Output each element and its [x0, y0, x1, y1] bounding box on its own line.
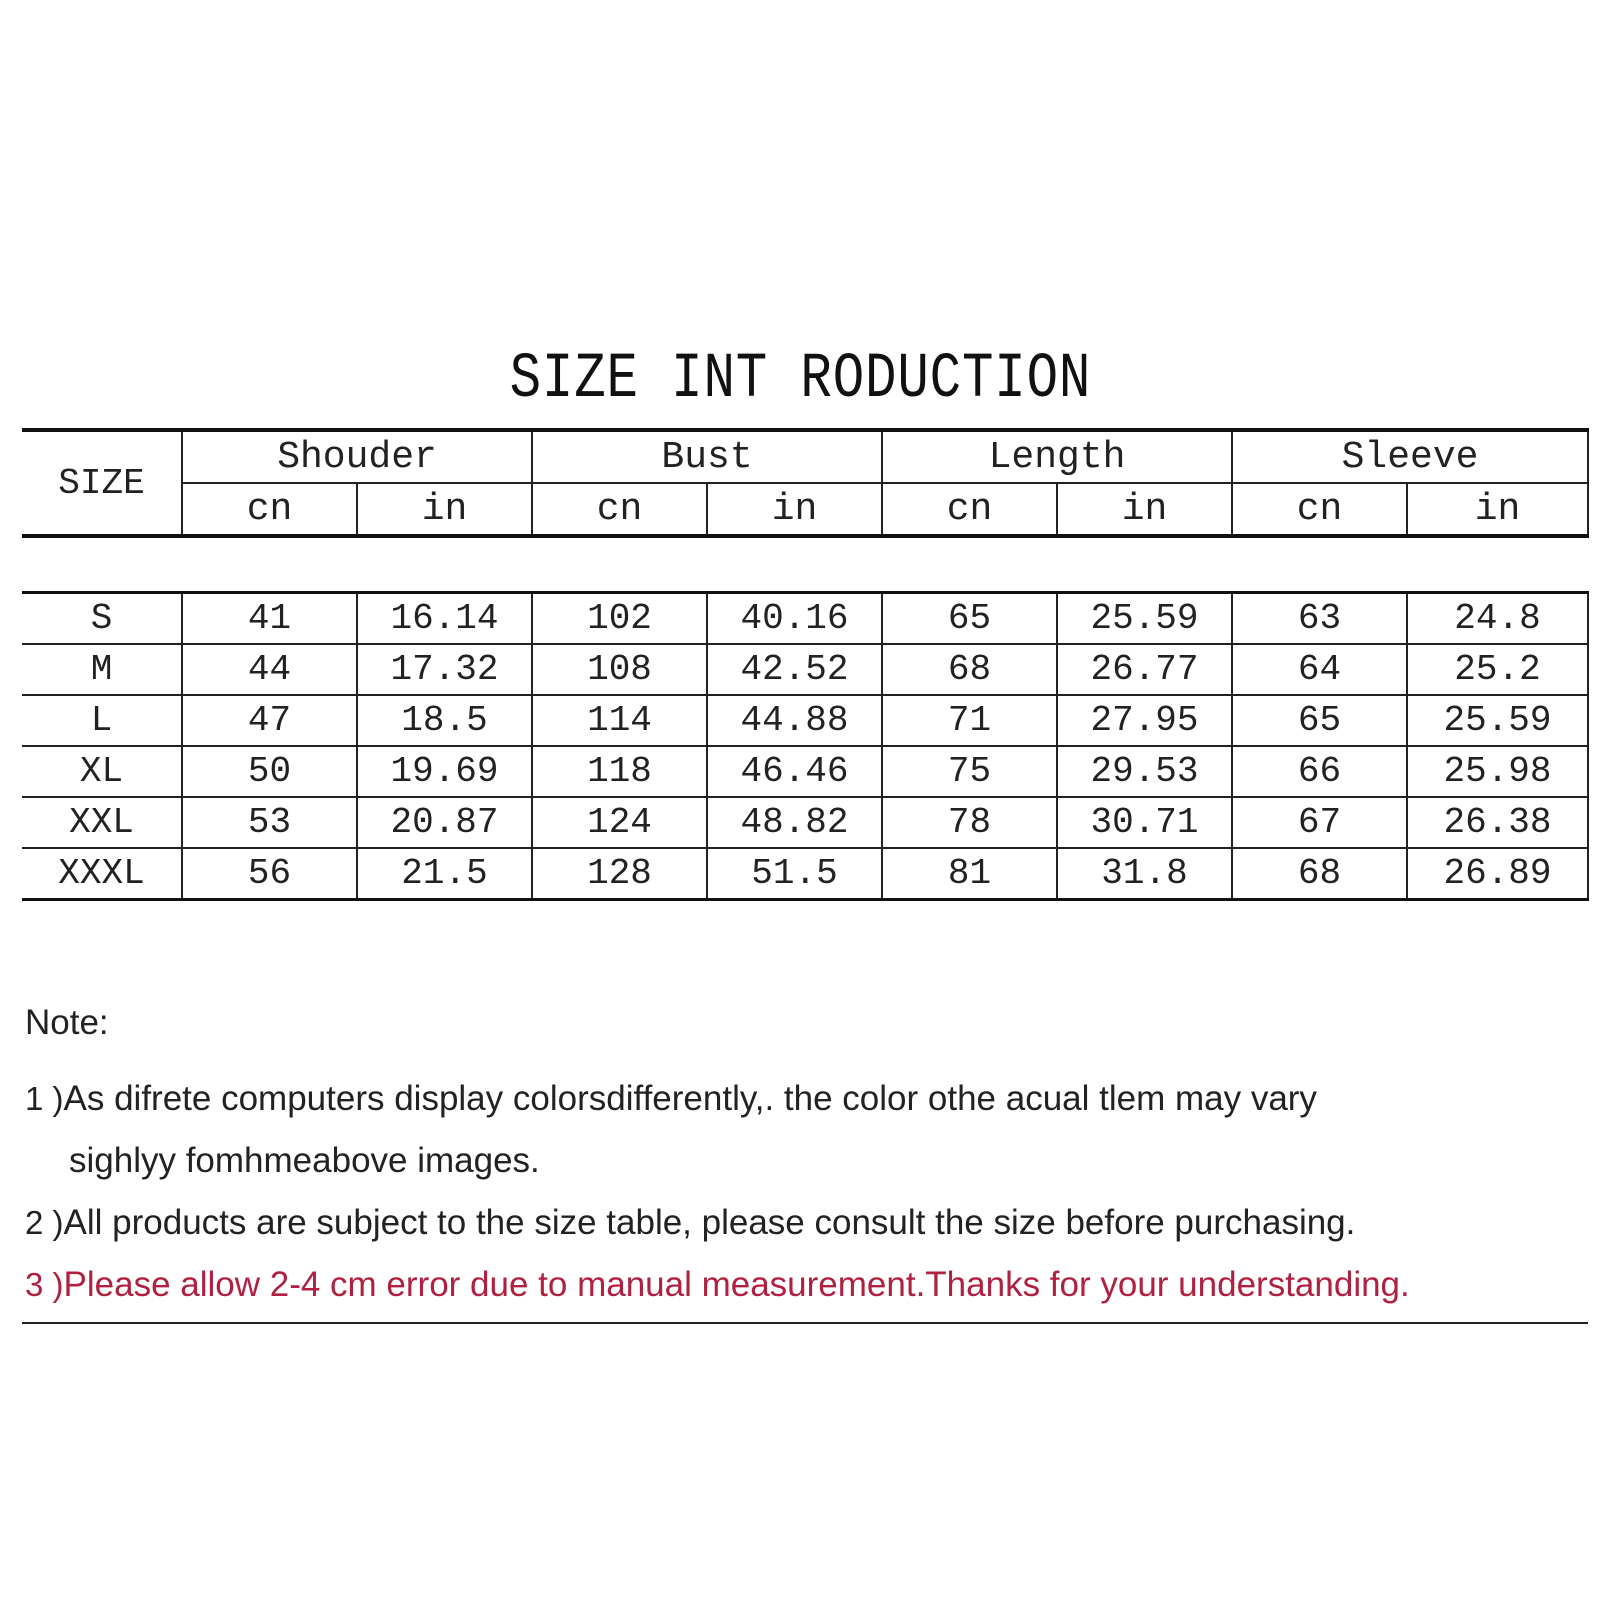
- unit-length-in: in: [1057, 483, 1232, 536]
- table-row: [22, 746, 1588, 797]
- value-cell: 47: [182, 695, 357, 746]
- value-cell: 65: [882, 593, 1057, 645]
- note-item-3: [25, 1254, 1565, 1316]
- note-text: As difrete computers display colorsdifferently,. the color othe acual tlem may vary: [63, 1079, 1317, 1118]
- value-cell: 24.8: [1407, 593, 1588, 645]
- note-number: 2 ): [25, 1204, 64, 1241]
- value-cell: 67: [1232, 797, 1407, 848]
- size-cell: M: [22, 644, 182, 695]
- value-cell: 78: [882, 797, 1057, 848]
- header-bust: Bust: [532, 430, 882, 483]
- page-title: SIZE INT RODUCTION: [509, 344, 1092, 416]
- header-size: SIZE: [22, 430, 182, 536]
- unit-bust-cm: cn: [532, 483, 707, 536]
- value-cell: 42.52: [707, 644, 882, 695]
- header-sleeve: Sleeve: [1232, 430, 1588, 483]
- value-cell: 48.82: [707, 797, 882, 848]
- value-cell: 66: [1232, 746, 1407, 797]
- value-cell: 26.89: [1407, 848, 1588, 900]
- bottom-divider: [22, 1322, 1588, 1324]
- value-cell: 128: [532, 848, 707, 900]
- value-cell: 118: [532, 746, 707, 797]
- value-cell: 63: [1232, 593, 1407, 645]
- unit-bust-in: in: [707, 483, 882, 536]
- value-cell: 64: [1232, 644, 1407, 695]
- size-cell: XXXL: [22, 848, 182, 900]
- value-cell: 41: [182, 593, 357, 645]
- value-cell: 26.77: [1057, 644, 1232, 695]
- unit-shoulder-cm: cn: [182, 483, 357, 536]
- note-number: 1 ): [25, 1080, 64, 1117]
- value-cell: 65: [1232, 695, 1407, 746]
- size-table-body: [22, 591, 1589, 901]
- table-row: [22, 695, 1588, 746]
- table-row: [22, 644, 1588, 695]
- value-cell: 26.38: [1407, 797, 1588, 848]
- value-cell: 81: [882, 848, 1057, 900]
- size-cell: XL: [22, 746, 182, 797]
- table-row: [22, 593, 1588, 645]
- value-cell: 114: [532, 695, 707, 746]
- size-cell: S: [22, 593, 182, 645]
- value-cell: 108: [532, 644, 707, 695]
- notes-section: [25, 1000, 1565, 1316]
- value-cell: 40.16: [707, 593, 882, 645]
- header-shoulder: Shouder: [182, 430, 532, 483]
- value-cell: 29.53: [1057, 746, 1232, 797]
- size-cell: XXL: [22, 797, 182, 848]
- size-table-header: [22, 428, 1589, 538]
- unit-sleeve-in: in: [1407, 483, 1588, 536]
- note-item-1: [25, 1068, 1565, 1130]
- value-cell: 31.8: [1057, 848, 1232, 900]
- value-cell: 68: [1232, 848, 1407, 900]
- value-cell: 50: [182, 746, 357, 797]
- header-length: Length: [882, 430, 1232, 483]
- value-cell: 75: [882, 746, 1057, 797]
- notes-title: Note:: [25, 1003, 109, 1042]
- value-cell: 18.5: [357, 695, 532, 746]
- unit-length-cm: cn: [882, 483, 1057, 536]
- note-item-2: [25, 1192, 1565, 1254]
- unit-sleeve-cm: cn: [1232, 483, 1407, 536]
- note-text: All products are subject to the size table, please consult the size before purchasing.: [63, 1203, 1356, 1242]
- value-cell: 44: [182, 644, 357, 695]
- value-cell: 21.5: [357, 848, 532, 900]
- value-cell: 44.88: [707, 695, 882, 746]
- value-cell: 20.87: [357, 797, 532, 848]
- note-item-1-continued: sighlyy fomhmeabove images.: [69, 1141, 540, 1180]
- value-cell: 25.98: [1407, 746, 1588, 797]
- note-text: Please allow 2-4 cm error due to manual measurement.Thanks for your understanding.: [63, 1265, 1410, 1304]
- value-cell: 25.59: [1407, 695, 1588, 746]
- value-cell: 53: [182, 797, 357, 848]
- value-cell: 68: [882, 644, 1057, 695]
- value-cell: 19.69: [357, 746, 532, 797]
- value-cell: 25.2: [1407, 644, 1588, 695]
- unit-shoulder-in: in: [357, 483, 532, 536]
- value-cell: 124: [532, 797, 707, 848]
- value-cell: 30.71: [1057, 797, 1232, 848]
- value-cell: 17.32: [357, 644, 532, 695]
- value-cell: 71: [882, 695, 1057, 746]
- value-cell: 16.14: [357, 593, 532, 645]
- note-number: 3 ): [25, 1266, 64, 1303]
- value-cell: 51.5: [707, 848, 882, 900]
- size-cell: L: [22, 695, 182, 746]
- value-cell: 56: [182, 848, 357, 900]
- value-cell: 27.95: [1057, 695, 1232, 746]
- table-row: [22, 797, 1588, 848]
- value-cell: 46.46: [707, 746, 882, 797]
- value-cell: 102: [532, 593, 707, 645]
- table-row: [22, 848, 1588, 900]
- value-cell: 25.59: [1057, 593, 1232, 645]
